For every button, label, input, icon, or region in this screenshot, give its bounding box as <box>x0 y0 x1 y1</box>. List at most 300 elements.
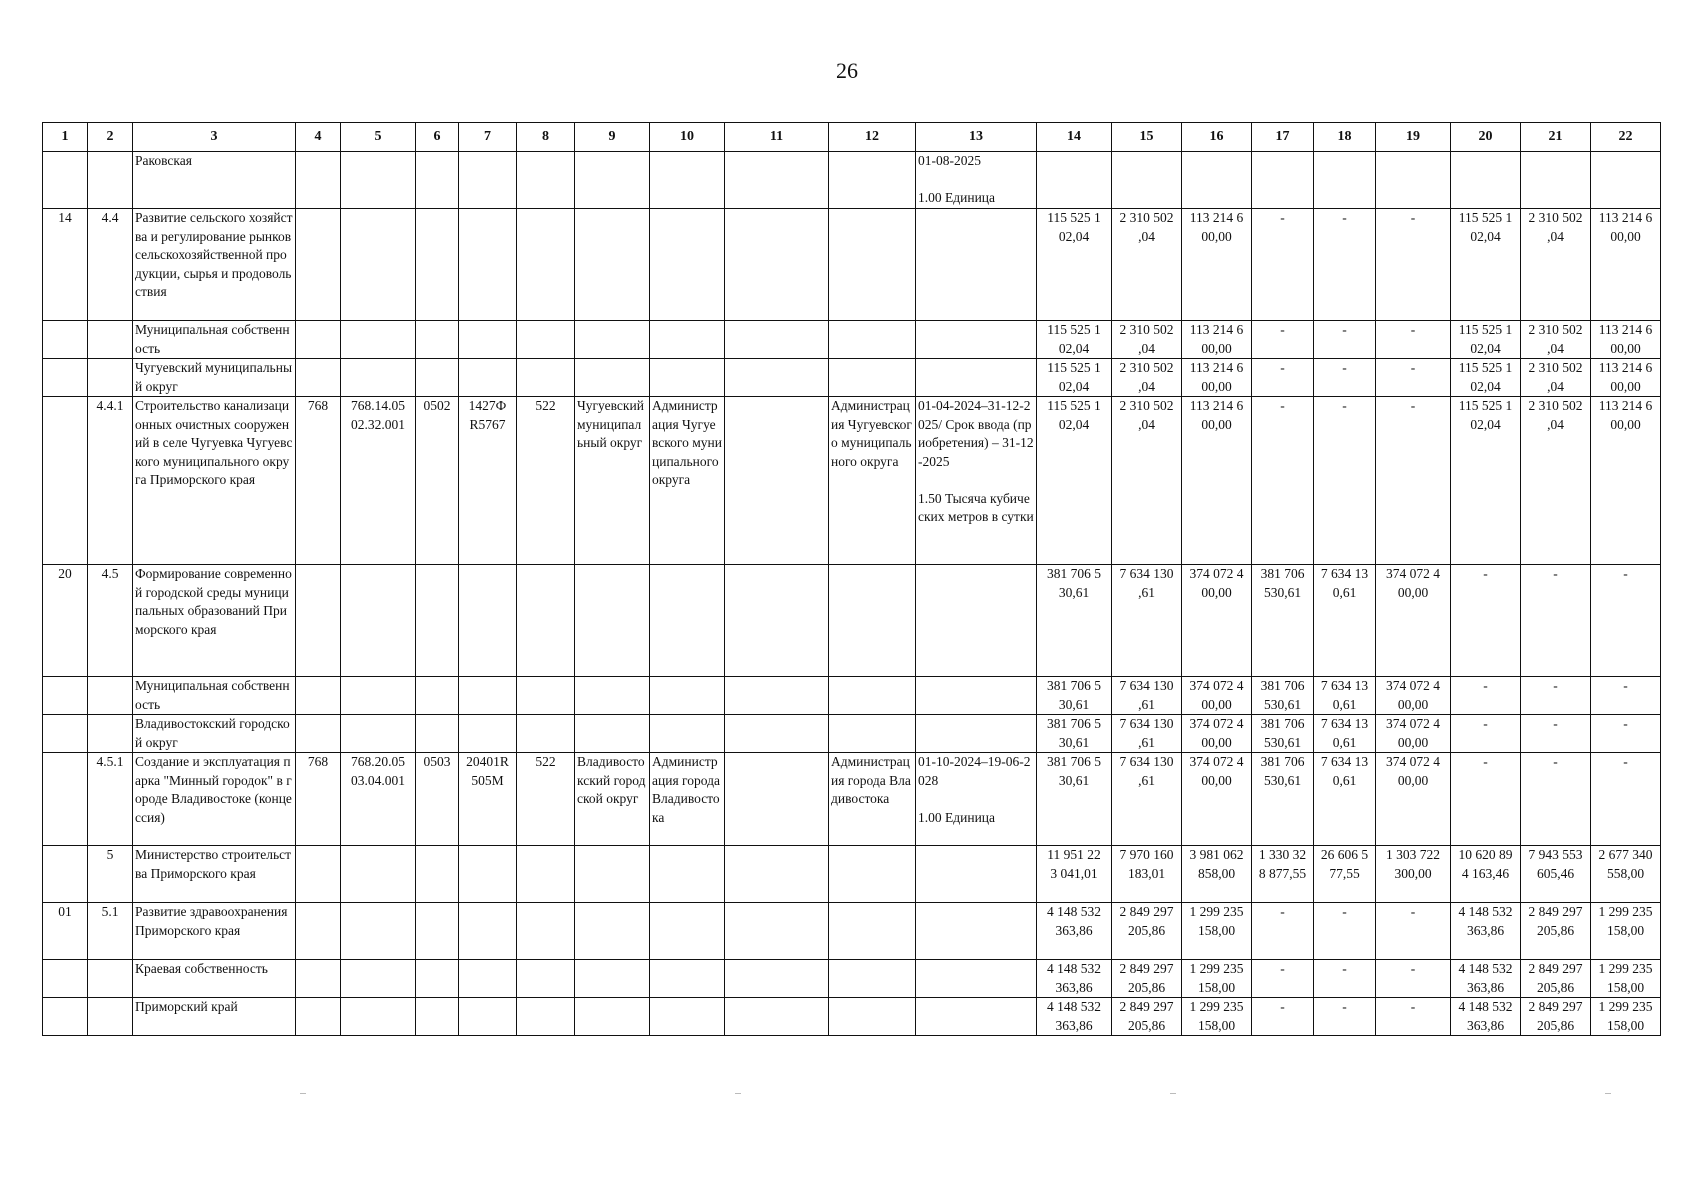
table-cell-col-7 <box>459 321 517 359</box>
table-cell-col-13 <box>916 677 1037 715</box>
table-cell-col-8: 522 <box>517 397 575 565</box>
scan-artifact <box>1605 1093 1611 1094</box>
table-cell-col-3: Развитие сельского хозяйства и регулирование рынков сельскохозяйственной продукции, сырья и продовольствия <box>133 209 296 321</box>
column-header-5: 5 <box>341 123 416 152</box>
table-row <box>43 209 1661 321</box>
table-cell-col-19: 374 072 4 00,00 <box>1376 565 1451 677</box>
table-cell-col-15: 2 310 502 ,04 <box>1112 209 1182 321</box>
table-cell-col-18: 7 634 13 0,61 <box>1314 753 1376 846</box>
table-cell-col-5 <box>341 677 416 715</box>
table-cell-col-21 <box>1521 152 1591 209</box>
table-cell-col-11 <box>725 321 829 359</box>
table-cell-col-22: 113 214 6 00,00 <box>1591 321 1661 359</box>
table-cell-col-17: - <box>1252 359 1314 397</box>
table-cell-col-15 <box>1112 152 1182 209</box>
table-cell-col-9 <box>575 152 650 209</box>
table-cell-col-2: 4.5 <box>88 565 133 677</box>
table-cell-col-1 <box>43 677 88 715</box>
table-cell-col-6 <box>416 715 459 753</box>
table-cell-col-18: 7 634 13 0,61 <box>1314 677 1376 715</box>
table-cell-col-22: - <box>1591 753 1661 846</box>
table-cell-col-12 <box>829 903 916 960</box>
table-cell-col-19 <box>1376 152 1451 209</box>
table-cell-col-18: - <box>1314 397 1376 565</box>
table-cell-col-22: 113 214 6 00,00 <box>1591 397 1661 565</box>
table-row <box>43 715 1661 753</box>
table-cell-col-17: 381 706 530,61 <box>1252 565 1314 677</box>
table-cell-col-13 <box>916 209 1037 321</box>
table-cell-col-12 <box>829 715 916 753</box>
table-cell-col-20: 115 525 1 02,04 <box>1451 359 1521 397</box>
table-cell-col-9 <box>575 960 650 998</box>
table-cell-col-5: 768.20.05 03.04.001 <box>341 753 416 846</box>
table-cell-col-11 <box>725 846 829 903</box>
column-header-22: 22 <box>1591 123 1661 152</box>
table-cell-col-2: 4.5.1 <box>88 753 133 846</box>
table-cell-col-14: 115 525 1 02,04 <box>1037 321 1112 359</box>
table-row <box>43 565 1661 677</box>
table-row <box>43 903 1661 960</box>
table-cell-col-10: Администрация Чугуевского муниципального округа <box>650 397 725 565</box>
table-cell-col-17: - <box>1252 321 1314 359</box>
column-header-21: 21 <box>1521 123 1591 152</box>
table-cell-col-12 <box>829 677 916 715</box>
table-cell-col-2 <box>88 960 133 998</box>
table-cell-col-14: 4 148 532 363,86 <box>1037 998 1112 1036</box>
column-header-9: 9 <box>575 123 650 152</box>
table-cell-col-14: 381 706 5 30,61 <box>1037 715 1112 753</box>
table-cell-col-20: 4 148 532 363,86 <box>1451 903 1521 960</box>
table-cell-col-20: 115 525 1 02,04 <box>1451 321 1521 359</box>
table-cell-col-21: 2 849 297 205,86 <box>1521 903 1591 960</box>
table-cell-col-15: 2 849 297 205,86 <box>1112 903 1182 960</box>
table-cell-col-3: Развитие здравоохранения Приморского края <box>133 903 296 960</box>
table-cell-col-10 <box>650 960 725 998</box>
table-body <box>43 152 1661 1036</box>
table-cell-col-4 <box>296 209 341 321</box>
table-cell-col-7 <box>459 903 517 960</box>
column-header-1: 1 <box>43 123 88 152</box>
table-cell-col-8 <box>517 998 575 1036</box>
table-cell-col-11 <box>725 960 829 998</box>
table-cell-col-17: - <box>1252 397 1314 565</box>
table-cell-col-5 <box>341 152 416 209</box>
column-header-20: 20 <box>1451 123 1521 152</box>
table-cell-col-13 <box>916 565 1037 677</box>
table-cell-col-19: - <box>1376 359 1451 397</box>
table-cell-col-9 <box>575 998 650 1036</box>
table-cell-col-21: 2 310 502 ,04 <box>1521 321 1591 359</box>
table-cell-col-18: - <box>1314 998 1376 1036</box>
table-cell-col-11 <box>725 998 829 1036</box>
table-cell-col-3: Министерство строительства Приморского края <box>133 846 296 903</box>
table-cell-col-4: 768 <box>296 753 341 846</box>
table-cell-col-6: 0503 <box>416 753 459 846</box>
table-cell-col-14: 115 525 1 02,04 <box>1037 359 1112 397</box>
table-cell-col-9 <box>575 846 650 903</box>
table-cell-col-13 <box>916 321 1037 359</box>
table-cell-col-3: Муниципальная собственность <box>133 677 296 715</box>
table-cell-col-13 <box>916 359 1037 397</box>
table-cell-col-19: - <box>1376 209 1451 321</box>
table-cell-col-7 <box>459 565 517 677</box>
column-header-12: 12 <box>829 123 916 152</box>
column-header-14: 14 <box>1037 123 1112 152</box>
table-cell-col-3: Чугуевский муниципальный округ <box>133 359 296 397</box>
table-cell-col-17 <box>1252 152 1314 209</box>
table-cell-col-9 <box>575 677 650 715</box>
table-cell-col-22: - <box>1591 565 1661 677</box>
table-cell-col-13: 01-04-2024–31-12-2025/ Срок ввода (приобретения) – 31-12-2025 1.50 Тысяча кубических метров в сутки <box>916 397 1037 565</box>
table-cell-col-2 <box>88 359 133 397</box>
table-cell-col-16: 113 214 6 00,00 <box>1182 321 1252 359</box>
column-header-8: 8 <box>517 123 575 152</box>
table-cell-col-18: - <box>1314 209 1376 321</box>
table-cell-col-20: 4 148 532 363,86 <box>1451 998 1521 1036</box>
table-cell-col-14 <box>1037 152 1112 209</box>
table-cell-col-6 <box>416 152 459 209</box>
table-row <box>43 397 1661 565</box>
table-cell-col-17: - <box>1252 960 1314 998</box>
table-cell-col-22: 113 214 6 00,00 <box>1591 209 1661 321</box>
table-cell-col-8 <box>517 715 575 753</box>
table-row <box>43 152 1661 209</box>
table-cell-col-22: 2 677 340 558,00 <box>1591 846 1661 903</box>
table-cell-col-8 <box>517 321 575 359</box>
table-cell-col-21: 2 849 297 205,86 <box>1521 960 1591 998</box>
scan-artifact <box>1170 1093 1176 1094</box>
table-cell-col-4 <box>296 152 341 209</box>
table-cell-col-2 <box>88 152 133 209</box>
table-cell-col-11 <box>725 677 829 715</box>
table-cell-col-10 <box>650 152 725 209</box>
table-cell-col-6 <box>416 677 459 715</box>
table-cell-col-8 <box>517 565 575 677</box>
table-cell-col-10 <box>650 359 725 397</box>
table-cell-col-11 <box>725 715 829 753</box>
table-cell-col-13 <box>916 903 1037 960</box>
table-cell-col-10 <box>650 715 725 753</box>
table-cell-col-11 <box>725 152 829 209</box>
table-cell-col-19: - <box>1376 397 1451 565</box>
table-cell-col-19: - <box>1376 321 1451 359</box>
table-cell-col-9 <box>575 321 650 359</box>
table-cell-col-10 <box>650 903 725 960</box>
table-cell-col-11 <box>725 565 829 677</box>
table-cell-col-19: - <box>1376 903 1451 960</box>
table-cell-col-21: - <box>1521 753 1591 846</box>
table-cell-col-5 <box>341 998 416 1036</box>
table-cell-col-13 <box>916 846 1037 903</box>
table-cell-col-7: 1427Ф R5767 <box>459 397 517 565</box>
table-cell-col-4 <box>296 359 341 397</box>
table-cell-col-16: 113 214 6 00,00 <box>1182 359 1252 397</box>
table-cell-col-12 <box>829 846 916 903</box>
table-cell-col-8 <box>517 152 575 209</box>
table-cell-col-13: 01-10-2024–19-06-2028 1.00 Единица <box>916 753 1037 846</box>
table-cell-col-13: 01-08-2025 1.00 Единица <box>916 152 1037 209</box>
table-row <box>43 677 1661 715</box>
table-cell-col-21: 2 310 502 ,04 <box>1521 209 1591 321</box>
table-cell-col-16: 1 299 235 158,00 <box>1182 903 1252 960</box>
table-cell-col-14: 381 706 5 30,61 <box>1037 753 1112 846</box>
table-cell-col-12 <box>829 998 916 1036</box>
table-cell-col-21: 7 943 553 605,46 <box>1521 846 1591 903</box>
table-cell-col-12: Администрация города Владивостока <box>829 753 916 846</box>
scan-artifact <box>735 1093 741 1094</box>
table-cell-col-10: Администрация города Владивостока <box>650 753 725 846</box>
table-cell-col-12: Администрация Чугуевского муниципального округа <box>829 397 916 565</box>
table-cell-col-9 <box>575 209 650 321</box>
table-cell-col-6 <box>416 960 459 998</box>
table-cell-col-15: 2 849 297 205,86 <box>1112 998 1182 1036</box>
table-cell-col-5 <box>341 846 416 903</box>
table-cell-col-4 <box>296 846 341 903</box>
table-cell-col-17: - <box>1252 209 1314 321</box>
table-cell-col-15: 7 634 130 ,61 <box>1112 753 1182 846</box>
table-cell-col-8 <box>517 209 575 321</box>
table-cell-col-16: 113 214 6 00,00 <box>1182 209 1252 321</box>
table-cell-col-15: 2 310 502 ,04 <box>1112 321 1182 359</box>
table-cell-col-7 <box>459 209 517 321</box>
table-cell-col-11 <box>725 903 829 960</box>
table-cell-col-1 <box>43 715 88 753</box>
table-cell-col-18: - <box>1314 359 1376 397</box>
scan-artifact <box>300 1093 306 1094</box>
table-cell-col-6 <box>416 565 459 677</box>
table-cell-col-2: 4.4 <box>88 209 133 321</box>
table-cell-col-17: 381 706 530,61 <box>1252 753 1314 846</box>
table-cell-col-6 <box>416 846 459 903</box>
table-cell-col-6 <box>416 998 459 1036</box>
table-cell-col-9 <box>575 903 650 960</box>
table-cell-col-3: Раковская <box>133 152 296 209</box>
table-cell-col-20: - <box>1451 753 1521 846</box>
column-header-18: 18 <box>1314 123 1376 152</box>
table-cell-col-18: 7 634 13 0,61 <box>1314 565 1376 677</box>
table-cell-col-2 <box>88 677 133 715</box>
table-cell-col-4 <box>296 903 341 960</box>
table-cell-col-8 <box>517 846 575 903</box>
table-row <box>43 846 1661 903</box>
table-cell-col-16: 374 072 4 00,00 <box>1182 715 1252 753</box>
table-row <box>43 359 1661 397</box>
table-cell-col-19: 374 072 4 00,00 <box>1376 715 1451 753</box>
table-cell-col-21: - <box>1521 565 1591 677</box>
table-cell-col-21: - <box>1521 715 1591 753</box>
table-cell-col-14: 4 148 532 363,86 <box>1037 960 1112 998</box>
table-cell-col-18: - <box>1314 321 1376 359</box>
table-cell-col-1 <box>43 321 88 359</box>
table-cell-col-21: 2 849 297 205,86 <box>1521 998 1591 1036</box>
column-header-15: 15 <box>1112 123 1182 152</box>
table-cell-col-17: 1 330 32 8 877,55 <box>1252 846 1314 903</box>
table-cell-col-14: 4 148 532 363,86 <box>1037 903 1112 960</box>
table-cell-col-10 <box>650 209 725 321</box>
table-cell-col-5: 768.14.05 02.32.001 <box>341 397 416 565</box>
column-header-10: 10 <box>650 123 725 152</box>
table-cell-col-15: 2 849 297 205,86 <box>1112 960 1182 998</box>
table-cell-col-18: 7 634 13 0,61 <box>1314 715 1376 753</box>
table-cell-col-18: - <box>1314 903 1376 960</box>
table-cell-col-7 <box>459 152 517 209</box>
table-cell-col-4 <box>296 998 341 1036</box>
table-cell-col-12 <box>829 565 916 677</box>
table-cell-col-20: 4 148 532 363,86 <box>1451 960 1521 998</box>
table-cell-col-1 <box>43 998 88 1036</box>
table-cell-col-11 <box>725 359 829 397</box>
table-row <box>43 753 1661 846</box>
table-cell-col-16: 1 299 235 158,00 <box>1182 960 1252 998</box>
table-cell-col-3: Приморский край <box>133 998 296 1036</box>
table-cell-col-18: 26 606 5 77,55 <box>1314 846 1376 903</box>
table-cell-col-11 <box>725 397 829 565</box>
table-cell-col-11 <box>725 209 829 321</box>
table-cell-col-8 <box>517 960 575 998</box>
table-cell-col-14: 115 525 1 02,04 <box>1037 209 1112 321</box>
table-cell-col-7 <box>459 359 517 397</box>
table-cell-col-7 <box>459 960 517 998</box>
table-cell-col-1 <box>43 960 88 998</box>
table-cell-col-4 <box>296 677 341 715</box>
table-cell-col-1 <box>43 753 88 846</box>
table-cell-col-6 <box>416 321 459 359</box>
table-row <box>43 960 1661 998</box>
table-cell-col-13 <box>916 960 1037 998</box>
table-cell-col-14: 115 525 1 02,04 <box>1037 397 1112 565</box>
column-header-19: 19 <box>1376 123 1451 152</box>
table-cell-col-14: 381 706 5 30,61 <box>1037 565 1112 677</box>
table-cell-col-1: 20 <box>43 565 88 677</box>
table-cell-col-3: Владивостокский городской округ <box>133 715 296 753</box>
table-cell-col-3: Создание и эксплуатация парка "Минный городок" в городе Владивостоке (концессия) <box>133 753 296 846</box>
table-cell-col-7 <box>459 715 517 753</box>
table-cell-col-8 <box>517 677 575 715</box>
table-cell-col-18 <box>1314 152 1376 209</box>
table-cell-col-1 <box>43 397 88 565</box>
table-cell-col-15: 7 634 130 ,61 <box>1112 677 1182 715</box>
table-cell-col-22: 1 299 235 158,00 <box>1591 960 1661 998</box>
table-cell-col-8 <box>517 903 575 960</box>
table-cell-col-15: 2 310 502 ,04 <box>1112 359 1182 397</box>
table-cell-col-1 <box>43 359 88 397</box>
table-cell-col-4 <box>296 565 341 677</box>
table-cell-col-16: 374 072 4 00,00 <box>1182 565 1252 677</box>
table-cell-col-13 <box>916 715 1037 753</box>
table-cell-col-8: 522 <box>517 753 575 846</box>
table-cell-col-12 <box>829 152 916 209</box>
table-cell-col-10 <box>650 846 725 903</box>
table-cell-col-5 <box>341 715 416 753</box>
table-cell-col-22: - <box>1591 715 1661 753</box>
table-cell-col-2: 4.4.1 <box>88 397 133 565</box>
table-cell-col-3: Краевая собственность <box>133 960 296 998</box>
column-header-11: 11 <box>725 123 829 152</box>
table-cell-col-5 <box>341 960 416 998</box>
table-cell-col-5 <box>341 359 416 397</box>
table-cell-col-17: 381 706 530,61 <box>1252 677 1314 715</box>
table-cell-col-16 <box>1182 152 1252 209</box>
table-cell-col-12 <box>829 321 916 359</box>
column-header-3: 3 <box>133 123 296 152</box>
table-cell-col-21: 2 310 502 ,04 <box>1521 359 1591 397</box>
table-cell-col-10 <box>650 677 725 715</box>
table-cell-col-3: Муниципальная собственность <box>133 321 296 359</box>
table-cell-col-7: 20401R 505M <box>459 753 517 846</box>
budget-table <box>42 122 1661 1036</box>
table-cell-col-4 <box>296 715 341 753</box>
column-header-2: 2 <box>88 123 133 152</box>
table-cell-col-1 <box>43 152 88 209</box>
column-header-6: 6 <box>416 123 459 152</box>
table-cell-col-22: 1 299 235 158,00 <box>1591 998 1661 1036</box>
table-cell-col-7 <box>459 677 517 715</box>
table-cell-col-19: 1 303 722 300,00 <box>1376 846 1451 903</box>
table-cell-col-1: 14 <box>43 209 88 321</box>
table-cell-col-20: 115 525 1 02,04 <box>1451 397 1521 565</box>
table-cell-col-15: 7 634 130 ,61 <box>1112 715 1182 753</box>
table-cell-col-5 <box>341 209 416 321</box>
table-cell-col-2: 5 <box>88 846 133 903</box>
column-header-16: 16 <box>1182 123 1252 152</box>
table-cell-col-12 <box>829 960 916 998</box>
table-cell-col-4: 768 <box>296 397 341 565</box>
table-cell-col-15: 7 634 130 ,61 <box>1112 565 1182 677</box>
table-cell-col-14: 11 951 22 3 041,01 <box>1037 846 1112 903</box>
table-cell-col-6 <box>416 209 459 321</box>
table-cell-col-16: 3 981 062 858,00 <box>1182 846 1252 903</box>
table-cell-col-20: - <box>1451 715 1521 753</box>
table-cell-col-7 <box>459 998 517 1036</box>
table-cell-col-6 <box>416 359 459 397</box>
table-cell-col-19: - <box>1376 960 1451 998</box>
table-cell-col-20 <box>1451 152 1521 209</box>
table-cell-col-20: - <box>1451 677 1521 715</box>
table-cell-col-22: - <box>1591 677 1661 715</box>
table-cell-col-19: 374 072 4 00,00 <box>1376 753 1451 846</box>
table-cell-col-10 <box>650 998 725 1036</box>
table-cell-col-15: 7 970 160 183,01 <box>1112 846 1182 903</box>
table-cell-col-1 <box>43 846 88 903</box>
table-cell-col-12 <box>829 359 916 397</box>
table-cell-col-22: 1 299 235 158,00 <box>1591 903 1661 960</box>
table-cell-col-5 <box>341 565 416 677</box>
table-cell-col-16: 374 072 4 00,00 <box>1182 753 1252 846</box>
table-cell-col-3: Формирование современной городской среды муниципальных образований Приморского края <box>133 565 296 677</box>
table-row <box>43 321 1661 359</box>
table-cell-col-9: Владивостокский городской округ <box>575 753 650 846</box>
column-header-4: 4 <box>296 123 341 152</box>
table-cell-col-11 <box>725 753 829 846</box>
header-row <box>43 123 1661 152</box>
table-cell-col-17: - <box>1252 998 1314 1036</box>
table-cell-col-5 <box>341 321 416 359</box>
table-cell-col-19: - <box>1376 998 1451 1036</box>
table-cell-col-17: - <box>1252 903 1314 960</box>
table-cell-col-1: 01 <box>43 903 88 960</box>
table-cell-col-20: 115 525 1 02,04 <box>1451 209 1521 321</box>
table-cell-col-6: 0502 <box>416 397 459 565</box>
table-cell-col-2 <box>88 998 133 1036</box>
table-cell-col-5 <box>341 903 416 960</box>
table-cell-col-22 <box>1591 152 1661 209</box>
table-cell-col-16: 113 214 6 00,00 <box>1182 397 1252 565</box>
table-cell-col-10 <box>650 565 725 677</box>
column-header-7: 7 <box>459 123 517 152</box>
table-cell-col-2 <box>88 321 133 359</box>
column-header-17: 17 <box>1252 123 1314 152</box>
table-cell-col-21: - <box>1521 677 1591 715</box>
